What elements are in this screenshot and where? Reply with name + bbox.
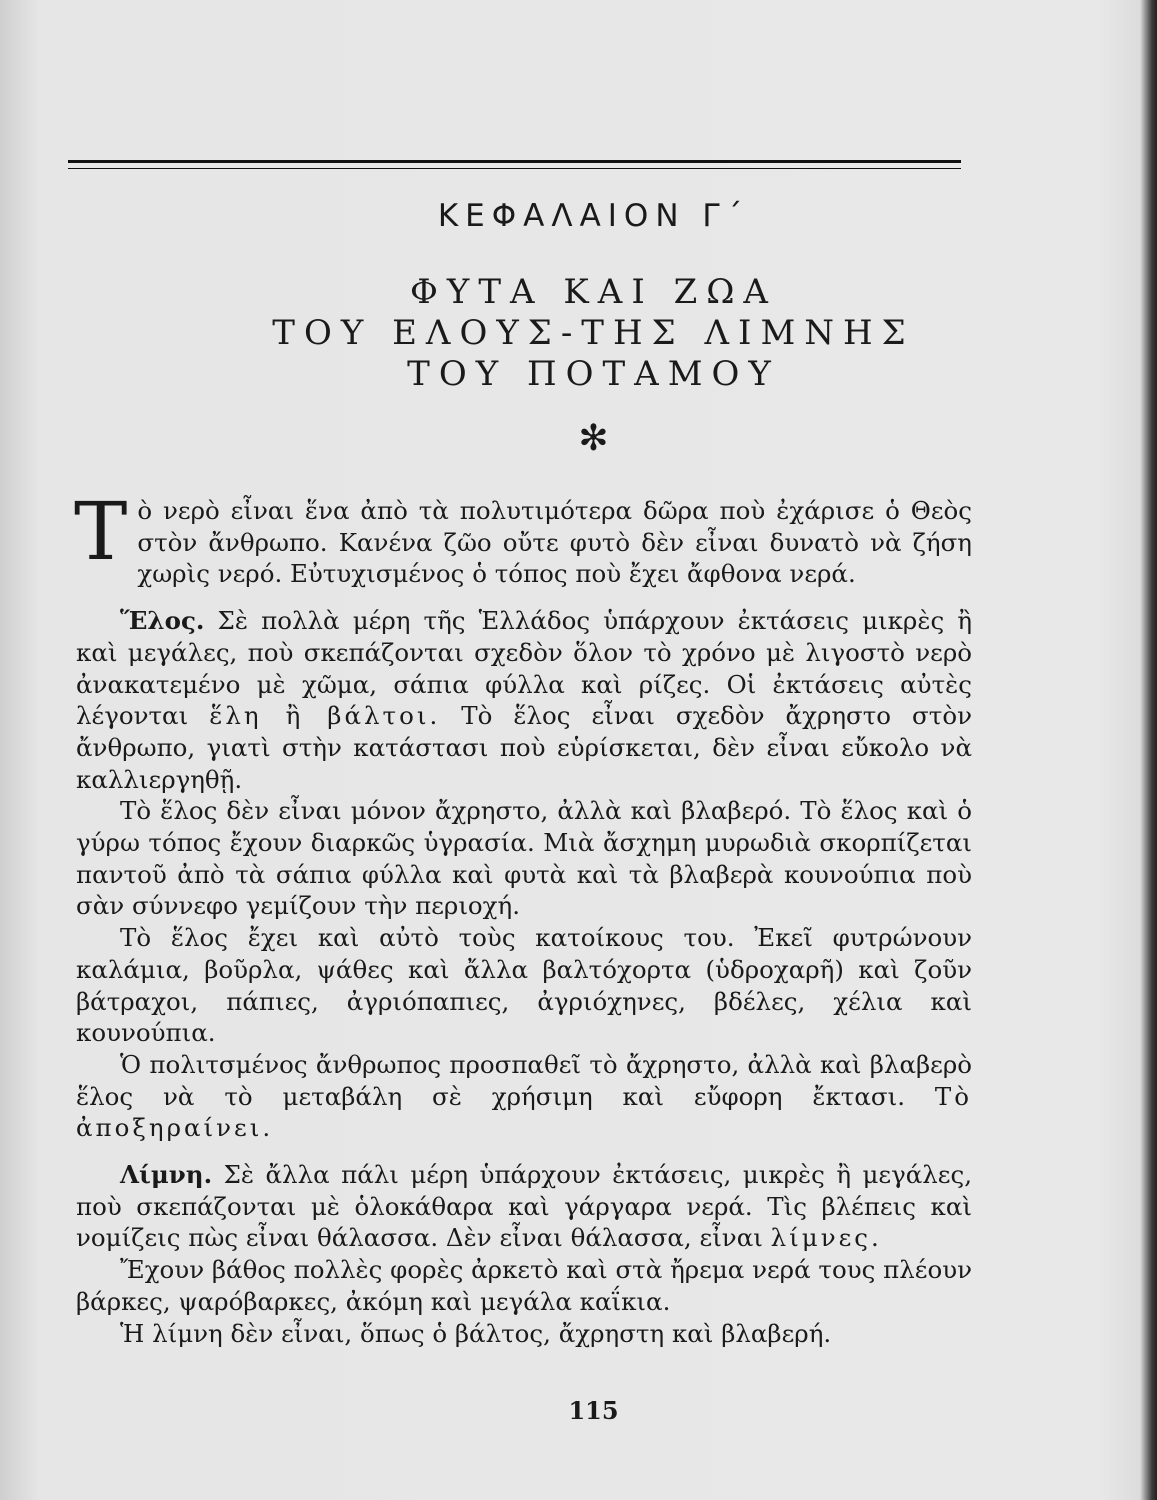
elos-heading: Ἕλος. [120, 606, 205, 636]
drop-cap: Τ [74, 485, 128, 578]
page-number: 115 [568, 1396, 619, 1425]
limni-paragraph-3: Ἡ λίμνη δὲν εἶναι, ὅπως ὁ βάλτος, ἄχρηστη καὶ βλαβερή. [120, 1318, 832, 1348]
limni-paragraph-2: Ἔχουν βάθος πολλὲς φορὲς ἀρκετὸ καὶ στὰ ἤρεμα νερά τους πλέουν βάρκες, ψαρόβαρκες, ἀκόμη καὶ μεγάλα καΐκια. [76, 1255, 972, 1316]
elos-paragraph-1: Ἕλος. Σὲ πολλὰ μέρη τῆς Ἑλλάδος ὑπάρχουν ἐκτάσεις μικρὲς ἢ καὶ μεγάλες, ποὺ σκεπάζονται σχεδὸν ὅλον τὸ χρόνο μὲ λιγοστὸ νερὸ ἀνακατεμένο μὲ χῶμα, σάπια φύλλα καὶ ρίζες. Οἱ ἐκτάσεις αὐτὲς λέγονται ἕλη ἢ βάλτοι. Τὸ ἕλος εἶναι σχεδὸν ἄχρηστο στὸν ἄνθρωπο, γιατὶ στὴν κατάστασι ποὺ εὑρίσκεται, δὲν εἶναι εὔκολο νὰ καλλιεργηθῇ. [76, 606, 973, 794]
title-line-1: ΦΥΤΑ ΚΑΙ ΖΩΑ [410, 272, 777, 312]
title-line-2: ΤΟΥ ΕΛΟΥΣ-ΤΗΣ ΛΙΜΝΗΣ [272, 313, 915, 353]
intro-paragraph: Τὸ νερὸ εἶναι ἕνα ἀπὸ τὰ πολυτιμότερα δῶρα ποὺ ἐχάρισε ὁ Θεὸς στὸν ἄνθρωπο. Κανένα ζῶο οὔτε φυτὸ δὲν εἶναι δυνατὸ νὰ ζήση χωρὶς νερό. Εὐτυχισμένος ὁ τόπος ποὺ ἔχει ἄφθονα νερά. [74, 485, 972, 589]
elos-paragraph-2: Τὸ ἕλος δὲν εἶναι μόνον ἄχρηστο, ἀλλὰ καὶ βλαβερό. Τὸ ἕλος καὶ ὁ γύρω τόπος ἔχουν διαρκῶς ὑγρασία. Μιὰ ἄσχημη μυρωδιὰ σκορπίζεται παντοῦ ἀπὸ τὰ σάπια φύλλα καὶ φυτὰ καὶ τὰ βλαβερὰ κουνούπια ποὺ σὰν σύννεφο γεμίζουν τὴν περιοχή. [76, 796, 972, 921]
top-rule-thin [68, 168, 961, 169]
top-rule-thick [68, 160, 961, 163]
title-line-3: ΤΟΥ ΠΟΤΑΜΟΥ [407, 354, 780, 394]
limni-paragraph-1: Λίμνη. Σὲ ἄλλα πάλι μέρη ὑπάρχουν ἐκτάσεις, μικρὲς ἢ μεγάλες, ποὺ σκεπάζονται μὲ ὁλοκάθαρα καὶ γάργαρα νερά. Τὶς βλέπεις καὶ νομίζεις πὼς εἶναι θάλασσα. Δὲν εἶναι θάλασσα, εἶναι λίμνες. [76, 1160, 972, 1253]
elos-paragraph-4: Ὁ πολιτσμένος ἄνθρωπος προσπαθεῖ τὸ ἄχρηστο, ἀλλὰ καὶ βλαβερὸ ἕλος νὰ τὸ μεταβάλη σὲ χρήσιμη καὶ εὔφορη ἔκτασι. Τὸ ἀποξηραίνει. [76, 1049, 972, 1143]
body-text [74, 485, 973, 1349]
elos-paragraph-3: Τὸ ἕλος ἔχει καὶ αὐτὸ τοὺς κατοίκους του. Ἐκεῖ φυτρώνουν καλάμια, βοῦρλα, ψάθες καὶ ἄλλα βαλτόχορτα (ὑδροχαρῆ) καὶ ζοῦν βάτραχοι, πάπιες, ἀγριόπαπιες, ἀγριόχηνες, βδέλες, χέλια καὶ κουνούπια. [76, 923, 972, 1048]
asterisk-ornament-icon: ✻ [578, 418, 609, 459]
chapter-heading: ΚΕΦΑΛΑΙΟΝ Γ΄ [437, 198, 750, 234]
limni-heading: Λίμνη. [120, 1160, 213, 1190]
